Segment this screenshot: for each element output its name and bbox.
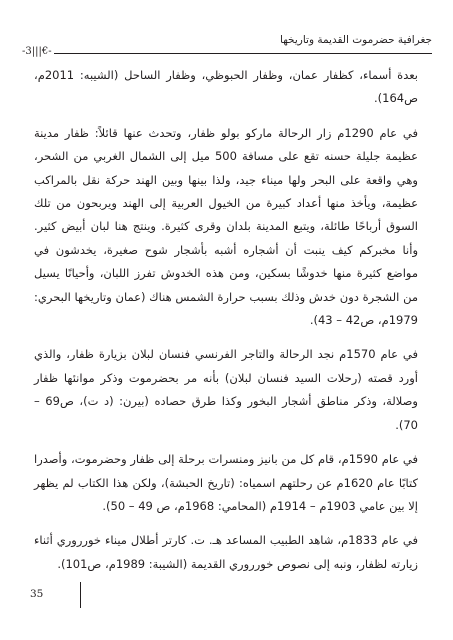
- page-header: [22, 34, 432, 56]
- page-body: [34, 64, 418, 587]
- header-ornament: -3|||€-: [22, 46, 52, 57]
- running-title: جغرافية حضرموت القديمة وتاريخها: [280, 34, 432, 46]
- header-rule: [50, 53, 432, 54]
- paragraph-2: في عام 1290م زار الرحالة ماركو بولو ظفار، وتحدث عنها قائلاً: ظفار مدينة عظيمة جليلة حسنه تقع على مسافة 500 ميل إلى الشمال الغربي من الشحر، وهي واقعة على البحر ولها ميناء جيد، ولذا بينها وبين الهند حركة نقل بالمراكب عظيمة، ويأخذ منها أعداد كبيرة من الخيول العربية إلى الهند ويربحون من تلك السوق أرباحًا طائلة، ويتبع المدينة بلدان وقرى كثيرة. وينتج هنا لبان أبيض كثير. وأنا مخبركم كيف ينبت أن أشجاره أشبه بأشجار شوح صغيرة، يخدشون في مواضع كثيرة منها خدوشًا بسكين، ومن هذه الخدوش تفرز اللبان، وأحيانًا يسيل من الشجرة دون خدش وذلك بسبب حرارة الشمس هناك (عمان وتاريخها البحري: 1979م، ص42 – 43).: [34, 125, 418, 328]
- page-number-rule: [80, 582, 81, 608]
- paragraph-3: في عام 1570م نجد الرحالة والتاجر الفرنسي فنسان لبلان بزيارة ظفار، والذي أورد قصته (رحلات السيد فنسان لبلان) بأنه مر بحضرموت وذكر موانئها ظفار وصلالة، وذكر مناطق أشجار البخور وكذا طرق حصاده (بيرن: (د ت)، ص69 – 70).: [34, 347, 418, 432]
- paragraph-5: في عام 1833م، شاهد الطبيب المساعد هـ. ت. كارتر أطلال ميناء خورروري أثناء زيارته لظفار، ونبه إلى نصوص خورروري القديمة (الشيبة: 1989م، ص101).: [34, 533, 418, 571]
- paragraph-4: في عام 1590م، قام كل من بانيز ومنسرات برحلة إلى ظفار وحضرموت، وأصدرا كتابًا عام 1620م عن رحلتهم اسمياه: (تاريخ الحبشة)، ولكن هذا الكتاب لم يظهر إلا بين عامي 1903م – 1914م (المحامي: 1968م، ص 49 – 50).: [34, 452, 419, 513]
- paragraph-1: بعدة أسماء، كظفار عمان، وظفار الحبوظي، وظفار الساحل (الشيبه: 2011م، ص164).: [34, 68, 418, 106]
- page-number: 35: [30, 588, 44, 600]
